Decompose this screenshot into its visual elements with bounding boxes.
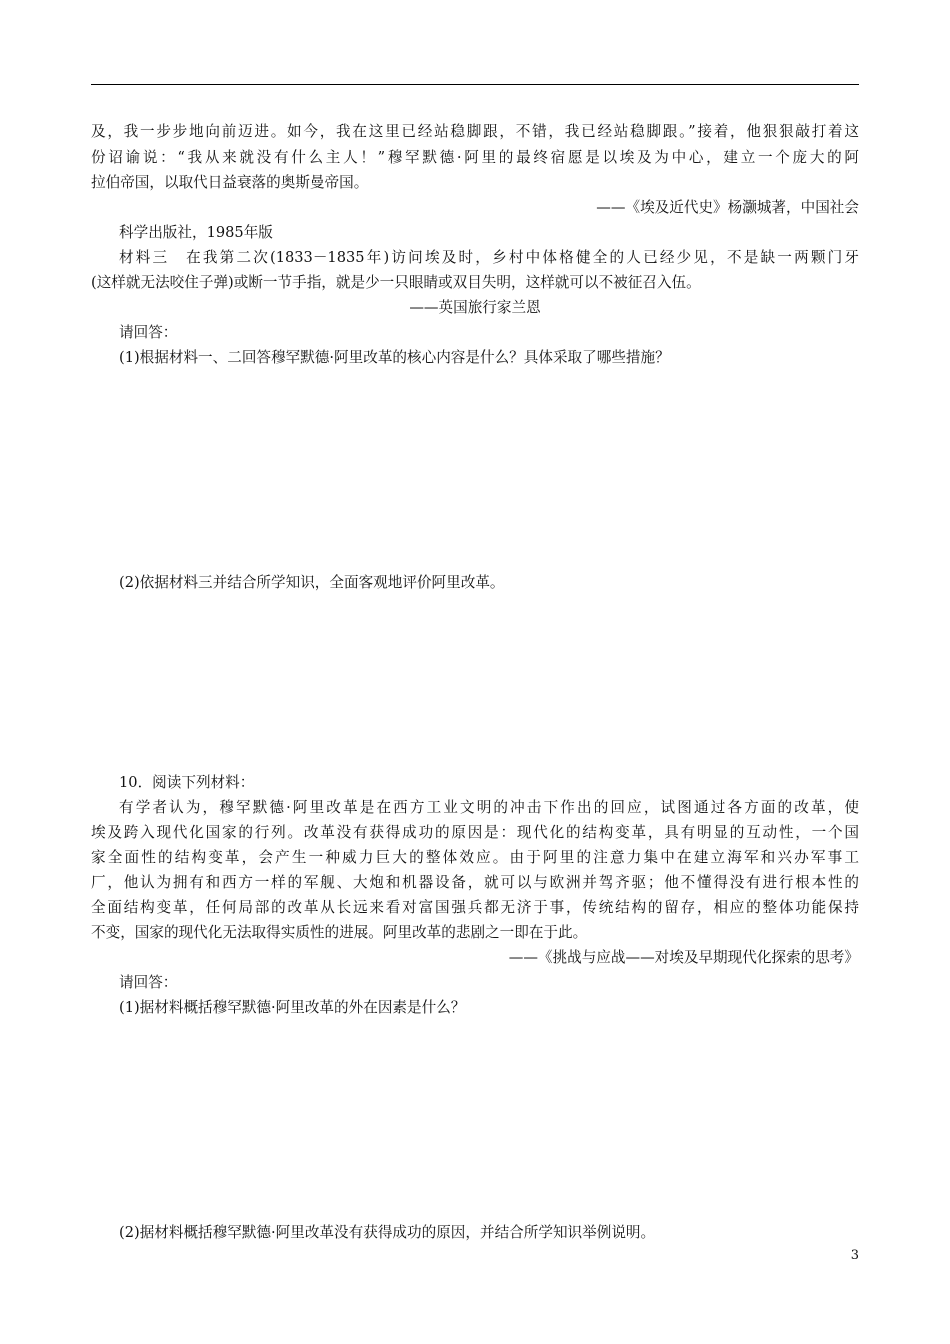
page-number: 3 xyxy=(850,1248,859,1263)
question-10-heading: 10．阅读下列材料： xyxy=(119,774,255,791)
material-three: 材料三 在我第二次(1833－1835年)访问埃及时，乡村中体格健全的人已经少见，不是缺一两颗门牙 xyxy=(119,249,859,266)
question-2: (2)依据材料三并结合所学知识，全面客观地评价阿里改革。 xyxy=(119,574,505,591)
question-1: (1)根据材料一、二回答穆罕默德·阿里改革的核心内容是什么？具体采取了哪些措施？ xyxy=(119,349,670,366)
source-citation-continued: 科学出版社，1985年版 xyxy=(119,224,273,241)
prompt-label: 请回答： xyxy=(119,974,178,991)
text-line: 厂，他认为拥有和西方一样的军舰、大炮和机器设备，就可以与欧洲并驾齐驱；他不懂得没有进行根本性的 xyxy=(91,874,859,891)
source-citation: ——《挑战与应战——对埃及早期现代化探索的思考》 xyxy=(508,949,859,966)
source-citation: ——英国旅行家兰恩 xyxy=(409,299,541,316)
text-line: 埃及跨入现代化国家的行列。改革没有获得成功的原因是：现代化的结构变革，具有明显的互动性，一个国 xyxy=(91,824,859,841)
question-10-1: (1)据材料概括穆罕默德·阿里改革的外在因素是什么？ xyxy=(119,999,466,1016)
source-citation: ——《埃及近代史》杨灏城著，中国社会 xyxy=(596,199,859,216)
text-line: 份诏谕说：“我从来就没有什么主人！”穆罕默德·阿里的最终宿愿是以埃及为中心，建立一个庞大的阿 xyxy=(91,149,859,166)
text-line: 及，我一步步地向前迈进。如今，我在这里已经站稳脚跟，不错，我已经站稳脚跟。”接着，他狠狠敲打着这 xyxy=(91,123,859,140)
text-line: 不变，国家的现代化无法取得实质性的进展。阿里改革的悲剧之一即在于此。 xyxy=(91,924,588,941)
text-line: (这样就无法咬住子弹)或断一节手指，就是少一只眼睛或双目失明，这样就可以不被征召入伍。 xyxy=(91,274,701,291)
text-line: 有学者认为，穆罕默德·阿里改革是在西方工业文明的冲击下作出的回应，试图通过各方面的改革，使 xyxy=(119,799,859,816)
question-10-2: (2)据材料概括穆罕默德·阿里改革没有获得成功的原因，并结合所学知识举例说明。 xyxy=(119,1224,656,1241)
text-line: 全面结构变革，任何局部的改革从长远来看对富国强兵都无济于事，传统结构的留存，相应的整体功能保持 xyxy=(91,899,859,916)
text-line: 家全面性的结构变革，会产生一种威力巨大的整体效应。由于阿里的注意力集中在建立海军和兴办军事工 xyxy=(91,849,859,866)
text-line: 拉伯帝国，以取代日益衰落的奥斯曼帝国。 xyxy=(91,174,369,191)
prompt-label: 请回答： xyxy=(119,324,178,341)
header-rule xyxy=(91,84,859,85)
